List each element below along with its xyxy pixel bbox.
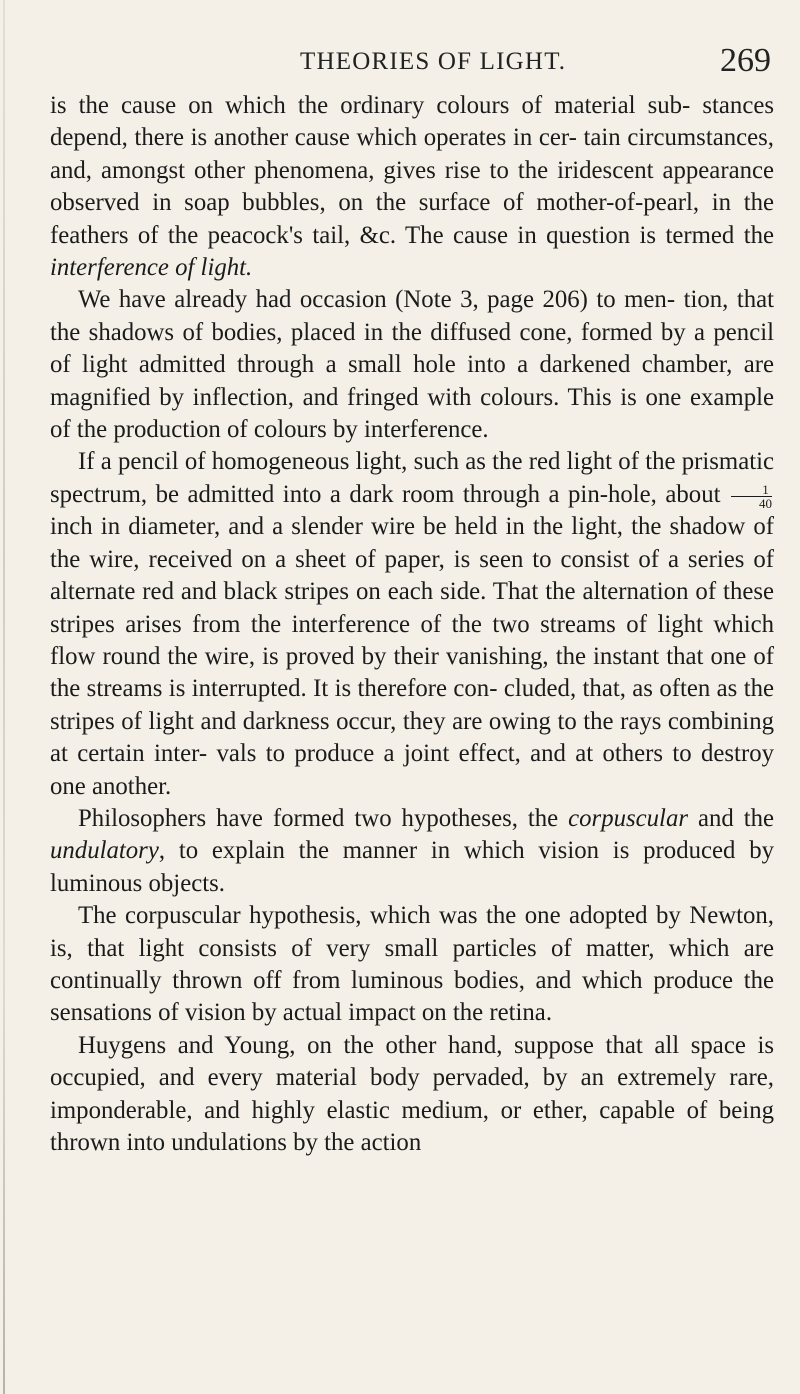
- paragraph: [50, 446, 774, 802]
- page-number: 269: [720, 42, 771, 79]
- fraction: [731, 483, 772, 510]
- paragraph: [50, 900, 774, 1030]
- paragraph-text: Huygens and Young, on the other hand, suppose that all space is occupied, and every material body pervaded, by an extremely rare, imponderable, and highly elastic medium, or ether, capable of being thrown into undulations by the action: [50, 1031, 774, 1156]
- body-text: [50, 90, 774, 1159]
- paragraph: [50, 803, 774, 900]
- paragraph-text: Philosophers have formed two hypotheses, the: [78, 804, 569, 832]
- fraction-numerator: 1: [731, 483, 772, 497]
- paragraph-text: inch in diameter, and a slender wire be held in the light, the shadow of the wire, received on a sheet of paper, is seen to consist of a series of alternate red and black stripes on each side. That the alternation of these stripes arises from the interference of the two streams of light which flow round the wire, is proved by their vanishing, the instant that one of the streams is interrupted. It is therefore con- cluded, that, as often as the stripes of light and darkness occur, they are owing to the rays combining at certain inter- vals to produce a joint effect, and at others to destroy one another.: [50, 513, 774, 800]
- paragraph: [50, 1030, 774, 1160]
- paragraph: [50, 90, 774, 284]
- paragraph: [50, 284, 774, 446]
- paragraph-text: If a pencil of homogeneous light, such as the red light of the prismatic spectrum, be admitted into a dark room through a pin-hole, about: [50, 448, 774, 508]
- paragraph-text: We have already had occasion (Note 3, page 206) to men- tion, that the shadows of bodies, placed in the diffused cone, formed by a pencil of light admitted through a small hole into a darkened chamber, are magnified by inflection, and fringed with colours. This is one example of the production of colours by interference.: [50, 286, 774, 444]
- italic-term: corpuscular: [568, 804, 688, 832]
- paragraph-text: , to explain the manner in which vision is produced by luminous objects.: [50, 837, 774, 897]
- paragraph-text: The corpuscular hypothesis, which was the one adopted by Newton, is, that light consists of very small particles of matter, which are continually thrown off from luminous bodies, and which produce the sensations of vision by actual impact on the retina.: [50, 902, 774, 1027]
- italic-term: undulatory: [50, 837, 159, 865]
- paragraph-text: and the: [688, 804, 775, 832]
- paragraph-text: is the cause on which the ordinary colours of material sub- stances depend, there is another cause which operates in cer- tain circumstances, and, amongst other phenomena, gives rise to the iridescent appearance observed in soap bubbles, on the surface of mother-of-pearl, in the feathers of the peacock's tail, &c. The cause in question is termed the: [50, 92, 774, 249]
- italic-term: interference of light.: [50, 254, 253, 282]
- binding-gutter: [3, 0, 5, 1394]
- running-head: THEORIES OF LIGHT.: [300, 48, 567, 75]
- fraction-denominator: 40: [759, 495, 772, 511]
- page-header: [0, 22, 800, 82]
